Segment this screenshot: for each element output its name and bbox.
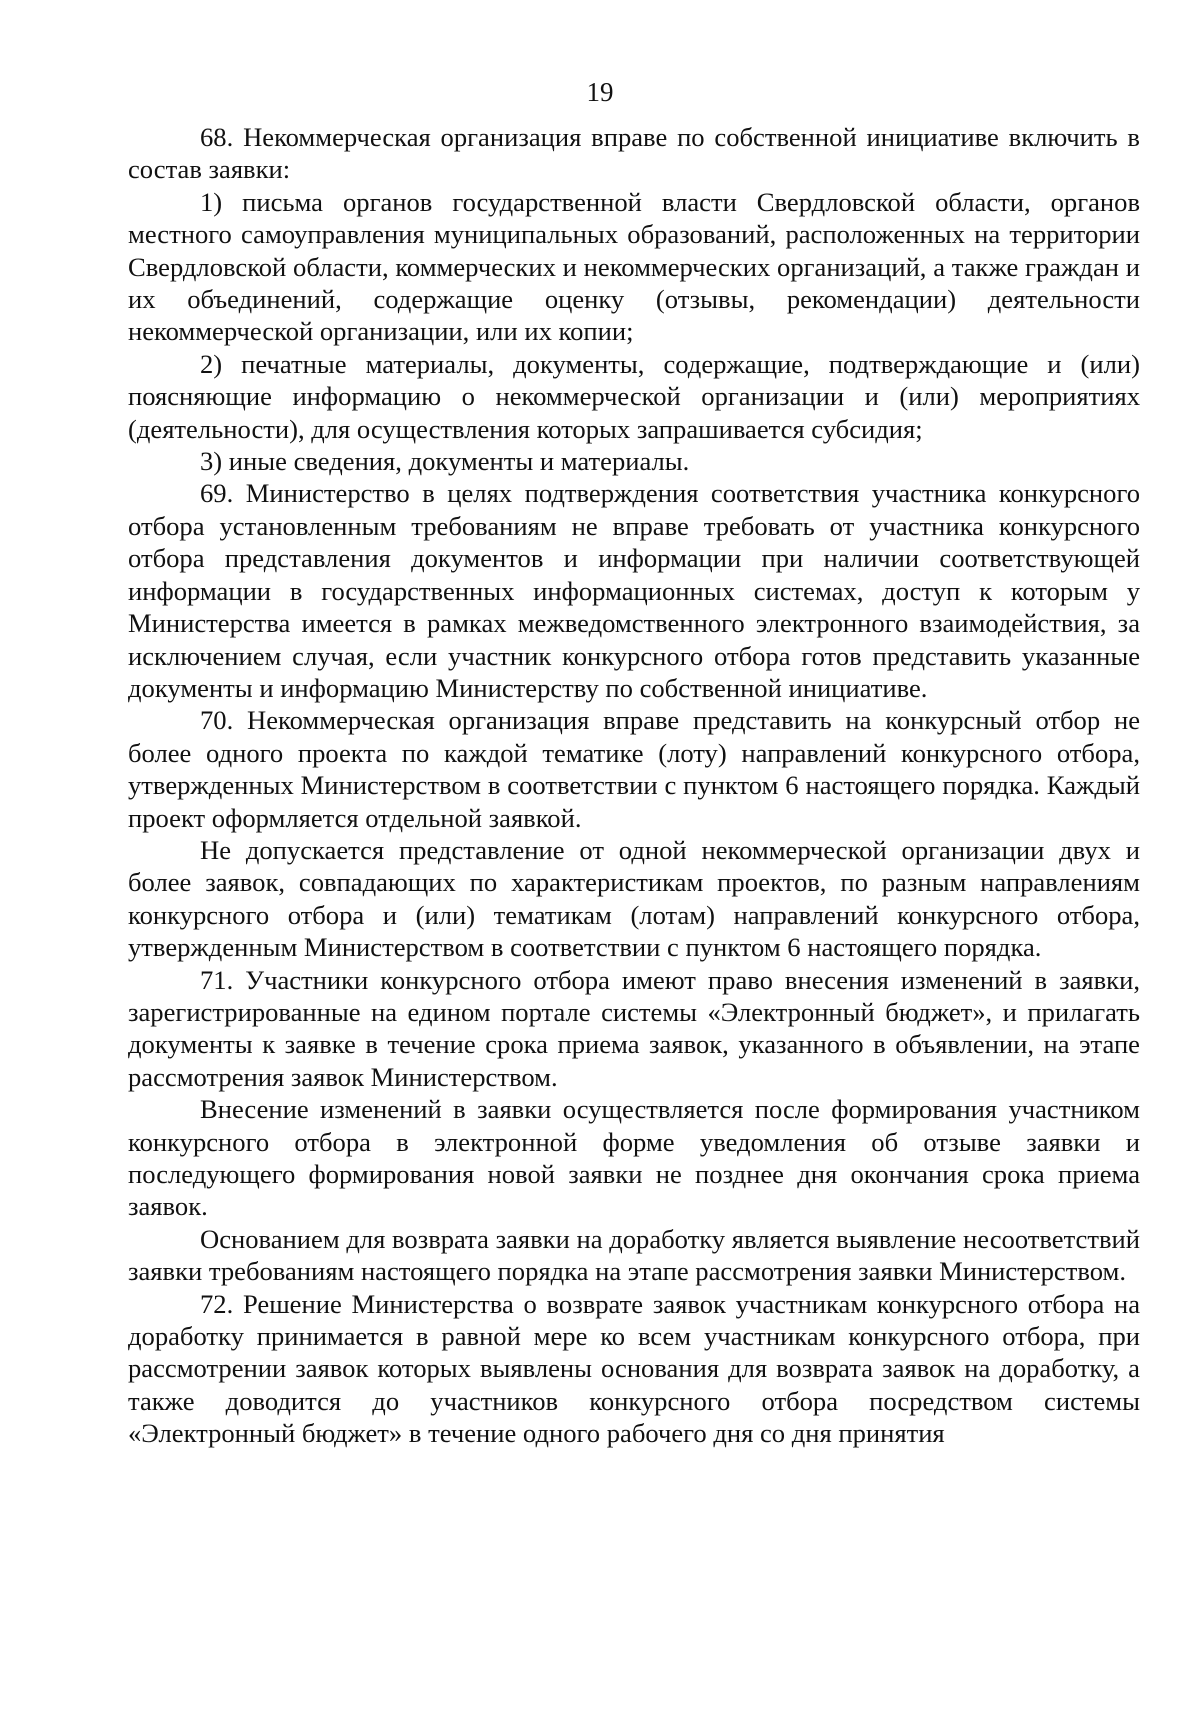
paragraph-71-changes: Внесение изменений в заявки осуществляется после формирования участником конкурсного отбора в электронной форме уведомления об отзыве заявки и последующего формирования новой заявки не позднее дня окончания срока приема заявок. bbox=[128, 1094, 1140, 1222]
paragraph-68-item-1: 1) письма органов государственной власти Свердловской области, органов местного самоуправления муниципальных образований, расположенных на территории Свердловской области, коммерческих и некоммерческих организаций, а также граждан и их объединений, содержащие оценку (отзывы, рекомендации) деятельности некоммерческой организации, или их копии; bbox=[128, 186, 1140, 347]
paragraph-68: 68. Некоммерческая организация вправе по собственной инициативе включить в состав заявки: bbox=[128, 122, 1140, 185]
paragraph-69: 69. Министерство в целях подтверждения соответствия участника конкурсного отбора установленным требованиям не вправе требовать от участника конкурсного отбора представления документов и информации при наличии соответствующей информации в государственных информационных системах, доступ к которым у Министерства имеется в рамках межведомственного электронного взаимодействия, за исключением случая, если участник конкурсного отбора готов представить указанные документы и информацию Министерству по собственной инициативе. bbox=[128, 478, 1140, 703]
paragraph-68-item-2: 2) печатные материалы, документы, содержащие, подтверждающие и (или) поясняющие информацию о некоммерческой организации и (или) мероприятиях (деятельности), для осуществления которых запрашивается субсидия; bbox=[128, 348, 1140, 444]
paragraph-70-continued: Не допускается представление от одной некоммерческой организации двух и более заявок, совпадающих по характеристикам проектов, по разным направлениям конкурсного отбора и (или) тематикам (лотам) направлений конкурсного отбора, утвержденным Министерством в соответствии с пунктом 6 настоящего порядка. bbox=[128, 834, 1140, 963]
paragraph-70: 70. Некоммерческая организация вправе представить на конкурсный отбор не более одного проекта по каждой тематике (лоту) направлений конкурсного отбора, утвержденных Министерством в соответствии с пунктом 6 настоящего порядка. Каждый проект оформляется отдельной заявкой. bbox=[128, 705, 1140, 833]
paragraph-68-item-3: 3) иные сведения, документы и материалы. bbox=[200, 446, 690, 477]
paragraph-71-return-basis: Основанием для возврата заявки на доработку является выявление несоответствий заявки требованиям настоящего порядка на этапе рассмотрения заявки Министерством. bbox=[128, 1223, 1140, 1287]
page-number: 19 bbox=[586, 77, 614, 107]
document-body bbox=[128, 121, 1140, 1450]
paragraph-72: 72. Решение Министерства о возврате заявок участникам конкурсного отбора на доработку принимается в равной мере ко всем участникам конкурсного отбора, при рассмотрении заявок которых выявлены основания для возврата заявок на доработку, а также доводится до участников конкурсного отбора посредством системы «Электронный бюджет» в течение одного рабочего дня со дня принятия bbox=[128, 1288, 1140, 1449]
paragraph-71: 71. Участники конкурсного отбора имеют право внесения изменений в заявки, зарегистрированные на едином портале системы «Электронный бюджет», и прилагать документы к заявке в течение срока приема заявок, указанного в объявлении, на этапе рассмотрения заявок Министерством. bbox=[128, 964, 1140, 1092]
